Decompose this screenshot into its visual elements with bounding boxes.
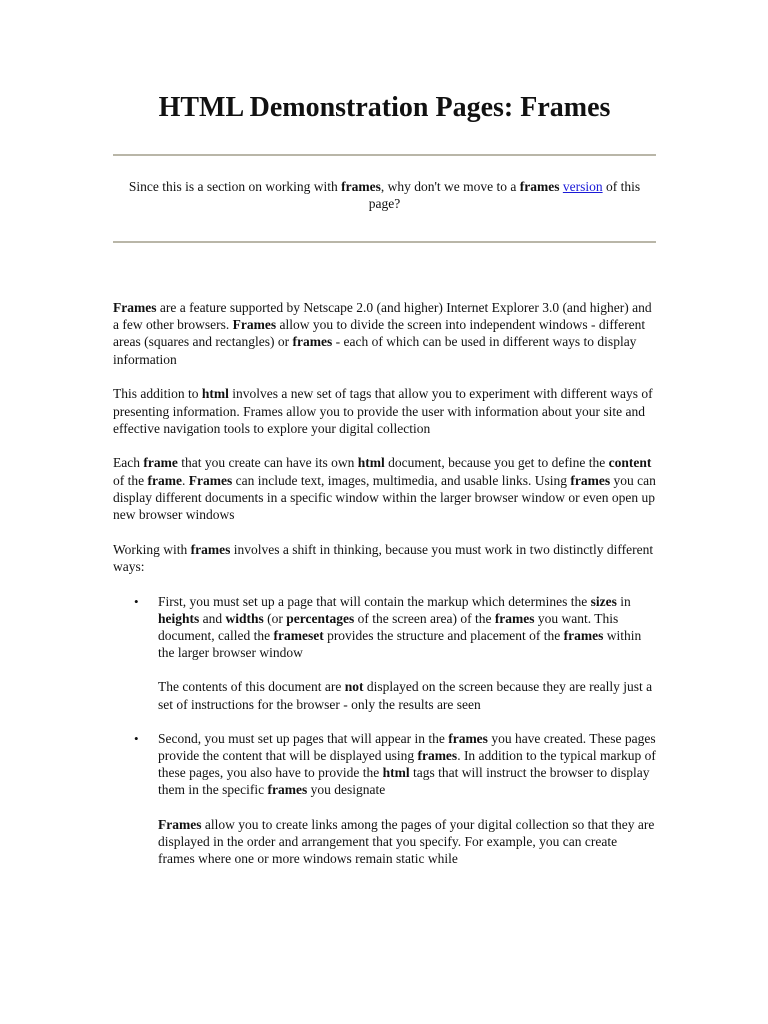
bold-term: widths <box>225 610 264 626</box>
bold-term: html <box>382 765 410 781</box>
paragraph-text: can include text, images, multimedia, and usable links. Using <box>232 472 571 488</box>
paragraph-text: - each of which can be used in different ways to display information <box>113 334 637 367</box>
bold-term: frames <box>417 748 458 764</box>
paragraph-text: you want. This document, called the <box>158 610 619 644</box>
bold-term: frames <box>570 472 611 488</box>
paragraph-frames-feature <box>113 299 656 368</box>
list-item-paragraph <box>158 730 656 799</box>
bold-term: Frames <box>232 317 277 333</box>
bold-term: frames <box>494 610 535 626</box>
bold-term: Frames <box>188 472 233 488</box>
bold-term: content <box>608 455 652 471</box>
bold-term: frameset <box>273 628 324 644</box>
list-item-first-way <box>113 593 656 713</box>
paragraph-text: Second, you must set up pages that will appear in the <box>158 730 449 746</box>
bold-term: frame <box>147 472 182 488</box>
paragraph-text: Working with <box>113 541 191 557</box>
intro-text: of this page? <box>368 179 641 212</box>
paragraph-text: of the screen area) of the <box>354 610 495 626</box>
paragraph-text: you designate <box>307 782 386 798</box>
main-content <box>113 299 656 884</box>
list-item-second-way <box>113 730 656 867</box>
bold-term: html <box>201 386 229 402</box>
paragraph-text: Each <box>113 455 144 471</box>
bold-term: frames <box>267 782 308 798</box>
intro-bold-frames: frames <box>519 179 560 194</box>
bold-term: percentages <box>286 610 355 626</box>
bold-term: Frames <box>113 300 157 315</box>
list-item-paragraph <box>158 678 656 712</box>
intro-bold-frames: frames <box>341 179 381 194</box>
page-title: HTML Demonstration Pages: Frames <box>158 92 611 123</box>
bullet-icon: • <box>134 730 139 746</box>
paragraph-text: This addition to <box>113 386 202 402</box>
bold-term: html <box>357 455 385 471</box>
paragraph-text: and <box>199 610 226 626</box>
paragraph-text: . <box>181 472 189 488</box>
list-item-paragraph <box>158 593 656 662</box>
ways-list <box>113 593 656 868</box>
paragraph-working-with-frames <box>113 541 656 575</box>
intro-text: Since this is a section on working with <box>128 179 342 194</box>
paragraph-text: that you create can have its own <box>177 455 358 471</box>
horizontal-rule-bottom <box>113 241 656 243</box>
paragraph-text: allow you to create links among the pages of your digital collection so that they are displayed in the order and arrangement that you specify. For example, you can create frames where one or more windows remain static while <box>158 816 655 867</box>
bold-term: not <box>344 679 364 695</box>
paragraph-each-frame <box>113 454 656 523</box>
bold-term: frames <box>190 541 231 557</box>
horizontal-rule-top <box>113 154 656 156</box>
bold-term: frames <box>448 730 488 746</box>
paragraph-text: in <box>616 593 631 609</box>
bold-term: frames <box>563 628 604 644</box>
paragraph-text: involves a shift in thinking, because you must work in two distinctly different ways: <box>113 541 654 574</box>
intro-notice <box>113 178 656 212</box>
paragraph-text: . In addition to the typical markup of these pages, you also have to provide the <box>158 748 656 781</box>
paragraph-text: within the larger browser window <box>158 628 642 661</box>
paragraph-text: are a feature supported by Netscape 2.0 (and higher) Internet Explorer 3.0 (and higher) and a few other browsers. <box>113 300 652 333</box>
list-item-paragraph <box>158 816 656 868</box>
bold-term: frames <box>292 334 333 350</box>
bold-term: heights <box>158 610 200 626</box>
bold-term: sizes <box>590 593 617 609</box>
intro-text: , why don't we move to a <box>380 179 520 194</box>
paragraph-text: document, because you get to define the <box>384 455 609 471</box>
paragraph-text: displayed on the screen because they are really just a set of instructions for the browser - only the results are seen <box>158 679 653 712</box>
paragraph-text: First, you must set up a page that will contain the markup which determines the <box>158 593 591 609</box>
paragraph-text: of the <box>113 472 148 488</box>
paragraph-text: tags that will instruct the browser to display them in the specific <box>158 765 650 798</box>
paragraph-text: allow you to divide the screen into independent windows - different areas (squares and rectangles) or <box>113 317 646 350</box>
paragraph-text: provides the structure and placement of the <box>323 628 564 644</box>
bold-term: Frames <box>158 816 202 832</box>
bold-term: frame <box>143 455 178 471</box>
paragraph-text: involves a new set of tags that allow you to experiment with different ways of presenting information. Frames allow you to provide the user with information about your site and effective navigation tools to explore your digital collection <box>113 386 653 436</box>
bullet-icon: • <box>134 593 139 609</box>
paragraph-text: (or <box>263 610 287 626</box>
version-link[interactable]: version <box>562 179 603 194</box>
paragraph-html-addition <box>113 385 656 437</box>
paragraph-text: you can display different documents in a specific window within the larger browser window or even open up new browser windows <box>113 472 656 523</box>
paragraph-text: The contents of this document are <box>158 679 345 695</box>
paragraph-text: you have created. These pages provide the content that will be displayed using <box>158 730 656 764</box>
